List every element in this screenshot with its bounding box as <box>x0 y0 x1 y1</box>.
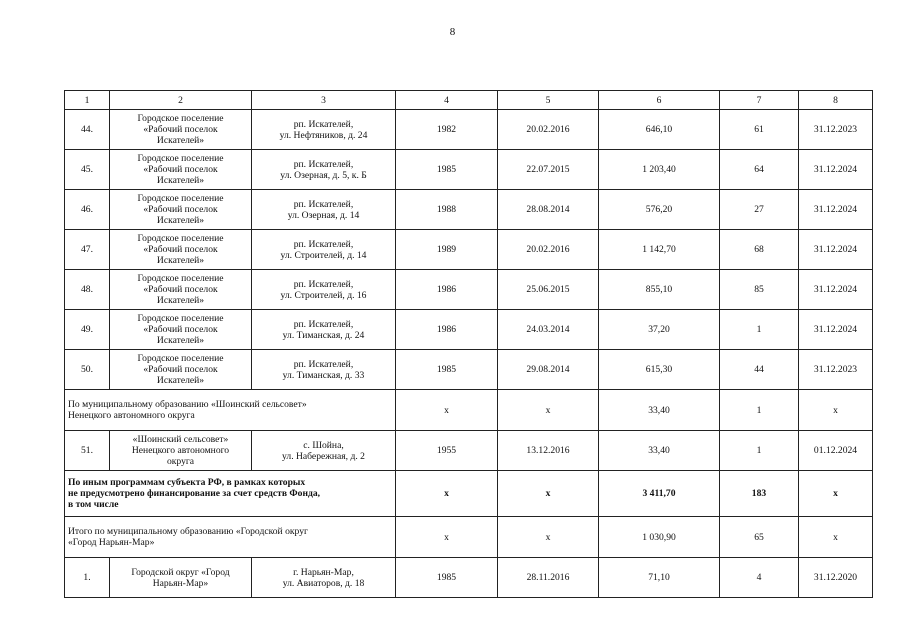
area-value: 1 030,90 <box>599 517 720 558</box>
planned-deadline: x <box>799 517 873 558</box>
table-row <box>65 310 873 350</box>
year-built: 1986 <box>396 270 498 310</box>
year-built: 1985 <box>396 150 498 190</box>
table-row <box>65 150 873 190</box>
table-row <box>65 558 873 598</box>
building-address: рп. Искателей, ул. Строителей, д. 16 <box>252 270 396 310</box>
emergency-date: 13.12.2016 <box>498 431 599 471</box>
residents-count: 1 <box>720 390 799 431</box>
year-built: 1955 <box>396 431 498 471</box>
municipality-name: Городское поселение «Рабочий поселок Искателей» <box>110 150 252 190</box>
planned-deadline: x <box>799 390 873 431</box>
column-header: 3 <box>252 91 396 110</box>
building-address: г. Нарьян-Мар, ул. Авиаторов, д. 18 <box>252 558 396 598</box>
year-built: 1985 <box>396 558 498 598</box>
planned-deadline: x <box>799 471 873 517</box>
table-row <box>65 270 873 310</box>
row-number: 48. <box>65 270 110 310</box>
year-built: x <box>396 471 498 517</box>
emergency-date: 29.08.2014 <box>498 350 599 390</box>
emergency-date: 22.07.2015 <box>498 150 599 190</box>
municipality-name: Городское поселение «Рабочий поселок Искателей» <box>110 110 252 150</box>
area-value: 33,40 <box>599 390 720 431</box>
year-built: 1988 <box>396 190 498 230</box>
planned-deadline: 01.12.2024 <box>799 431 873 471</box>
emergency-date: x <box>498 390 599 431</box>
housing-register-table <box>64 90 873 598</box>
row-number: 49. <box>65 310 110 350</box>
year-built: 1985 <box>396 350 498 390</box>
area-value: 1 142,70 <box>599 230 720 270</box>
building-address: рп. Искателей, ул. Строителей, д. 14 <box>252 230 396 270</box>
row-number: 44. <box>65 110 110 150</box>
municipality-name: Городское поселение «Рабочий поселок Искателей» <box>110 190 252 230</box>
table-row <box>65 431 873 471</box>
row-number: 51. <box>65 431 110 471</box>
residents-count: 4 <box>720 558 799 598</box>
municipality-name: Городской округ «Город Нарьян-Мар» <box>110 558 252 598</box>
row-number: 46. <box>65 190 110 230</box>
subtotal-label: По муниципальному образованию «Шоинский сельсовет» Ненецкого автономного округа <box>65 390 396 431</box>
area-value: 855,10 <box>599 270 720 310</box>
building-address: рп. Искателей, ул. Тиманская, д. 24 <box>252 310 396 350</box>
column-header: 4 <box>396 91 498 110</box>
emergency-date: x <box>498 471 599 517</box>
row-number: 45. <box>65 150 110 190</box>
emergency-date: 20.02.2016 <box>498 110 599 150</box>
subtotal-label: Итого по муниципальному образованию «Городской округ «Город Нарьян-Мар» <box>65 517 396 558</box>
planned-deadline: 31.12.2024 <box>799 190 873 230</box>
emergency-date: 20.02.2016 <box>498 230 599 270</box>
area-value: 71,10 <box>599 558 720 598</box>
area-value: 615,30 <box>599 350 720 390</box>
table-row <box>65 110 873 150</box>
planned-deadline: 31.12.2020 <box>799 558 873 598</box>
building-address: рп. Искателей, ул. Озерная, д. 14 <box>252 190 396 230</box>
area-value: 33,40 <box>599 431 720 471</box>
column-header: 1 <box>65 91 110 110</box>
residents-count: 61 <box>720 110 799 150</box>
column-header: 2 <box>110 91 252 110</box>
subtotal-row <box>65 390 873 431</box>
municipality-name: Городское поселение «Рабочий поселок Искателей» <box>110 270 252 310</box>
planned-deadline: 31.12.2023 <box>799 110 873 150</box>
column-header: 7 <box>720 91 799 110</box>
area-value: 1 203,40 <box>599 150 720 190</box>
program-total-row <box>65 471 873 517</box>
subtotal-label: По иным программам субъекта РФ, в рамках которых не предусмотрено финансирование за счет средств Фонда, в том числе <box>65 471 396 517</box>
planned-deadline: 31.12.2024 <box>799 270 873 310</box>
building-address: рп. Искателей, ул. Озерная, д. 5, к. Б <box>252 150 396 190</box>
year-built: 1989 <box>396 230 498 270</box>
area-value: 576,20 <box>599 190 720 230</box>
row-number: 1. <box>65 558 110 598</box>
emergency-date: 25.06.2015 <box>498 270 599 310</box>
residents-count: 44 <box>720 350 799 390</box>
planned-deadline: 31.12.2024 <box>799 310 873 350</box>
building-address: рп. Искателей, ул. Нефтяников, д. 24 <box>252 110 396 150</box>
year-built: x <box>396 517 498 558</box>
municipality-name: Городское поселение «Рабочий поселок Искателей» <box>110 310 252 350</box>
column-header: 5 <box>498 91 599 110</box>
municipality-name: «Шоинский сельсовет» Ненецкого автономного округа <box>110 431 252 471</box>
year-built: 1986 <box>396 310 498 350</box>
column-number-row <box>65 91 873 110</box>
column-header: 8 <box>799 91 873 110</box>
emergency-date: 24.03.2014 <box>498 310 599 350</box>
planned-deadline: 31.12.2023 <box>799 350 873 390</box>
residents-count: 68 <box>720 230 799 270</box>
table-row <box>65 350 873 390</box>
column-header: 6 <box>599 91 720 110</box>
area-value: 3 411,70 <box>599 471 720 517</box>
year-built: 1982 <box>396 110 498 150</box>
municipality-name: Городское поселение «Рабочий поселок Искателей» <box>110 350 252 390</box>
residents-count: 85 <box>720 270 799 310</box>
planned-deadline: 31.12.2024 <box>799 150 873 190</box>
area-value: 37,20 <box>599 310 720 350</box>
residents-count: 27 <box>720 190 799 230</box>
emergency-date: 28.08.2014 <box>498 190 599 230</box>
emergency-date: x <box>498 517 599 558</box>
residents-count: 1 <box>720 431 799 471</box>
building-address: рп. Искателей, ул. Тиманская, д. 33 <box>252 350 396 390</box>
municipality-name: Городское поселение «Рабочий поселок Искателей» <box>110 230 252 270</box>
residents-count: 183 <box>720 471 799 517</box>
table-row <box>65 230 873 270</box>
residents-count: 65 <box>720 517 799 558</box>
table-row <box>65 190 873 230</box>
row-number: 47. <box>65 230 110 270</box>
row-number: 50. <box>65 350 110 390</box>
emergency-date: 28.11.2016 <box>498 558 599 598</box>
subtotal-row <box>65 517 873 558</box>
year-built: x <box>396 390 498 431</box>
planned-deadline: 31.12.2024 <box>799 230 873 270</box>
residents-count: 64 <box>720 150 799 190</box>
area-value: 646,10 <box>599 110 720 150</box>
building-address: с. Шойна, ул. Набережная, д. 2 <box>252 431 396 471</box>
residents-count: 1 <box>720 310 799 350</box>
page-number: 8 <box>449 26 456 38</box>
